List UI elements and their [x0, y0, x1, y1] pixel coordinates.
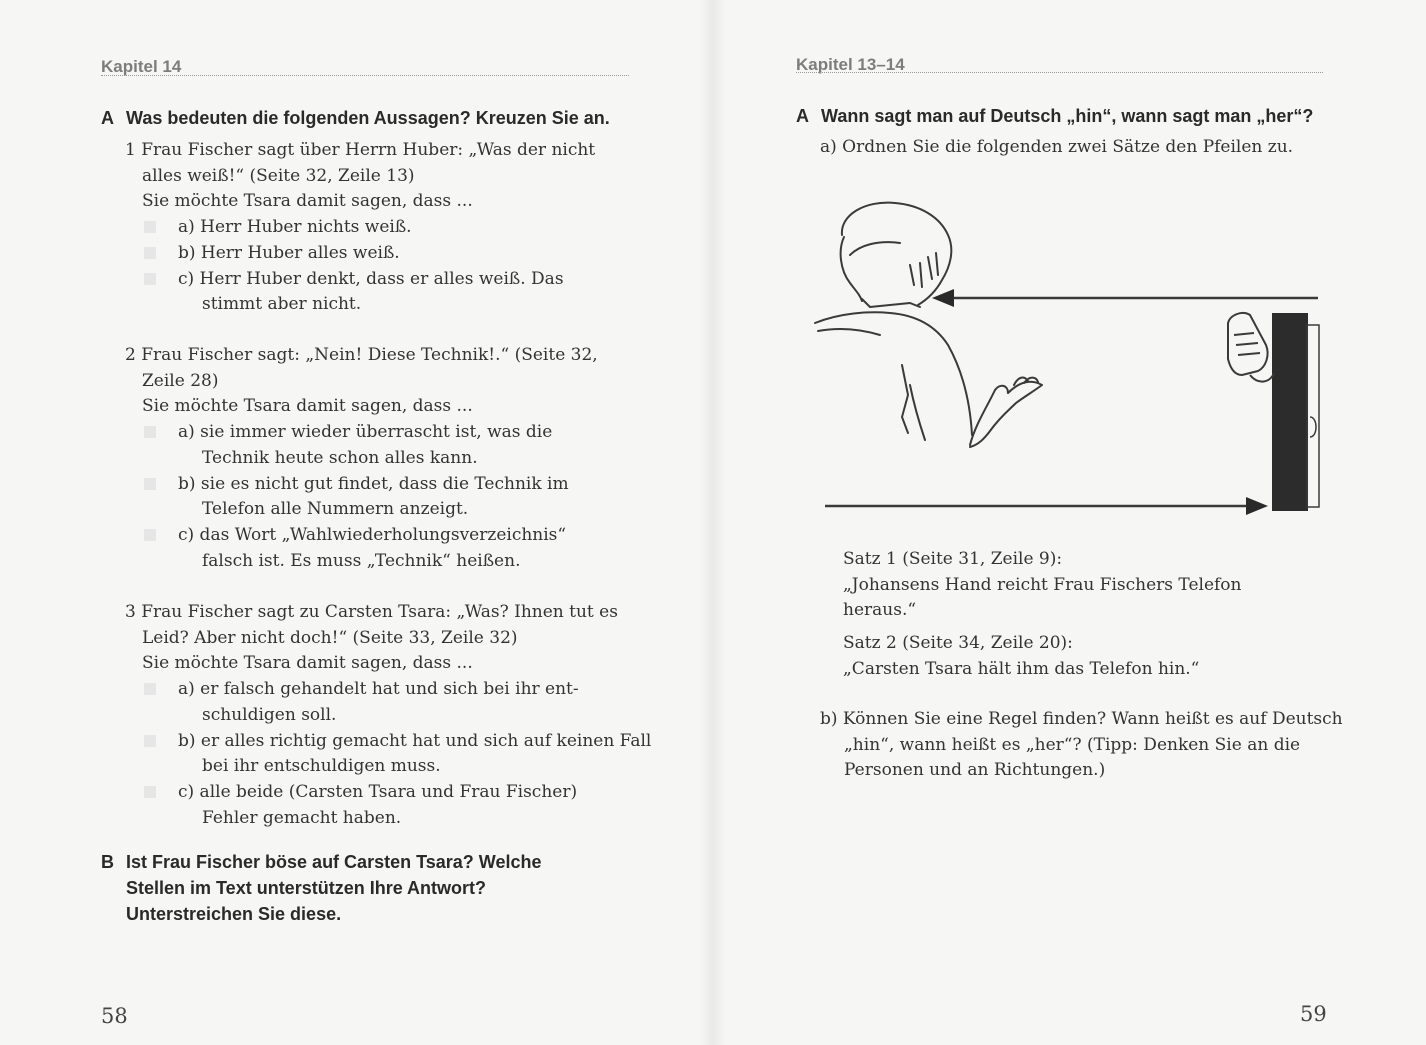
satz-1-quote: „Johansens Hand reicht Frau Fischers Telefon heraus.“	[843, 574, 1242, 621]
checkbox[interactable]	[144, 221, 156, 233]
question-prompt: Sie möchte Tsara damit sagen, dass ...	[142, 191, 473, 212]
part-b-instruction: b) Können Sie eine Regel finden? Wann heißt es auf Deutsch „hin“, wann heißt es „her“? (Tipp: Denken Sie an die Personen und an Richtungen.)	[820, 709, 1343, 781]
option-c[interactable]: c) alle beide (Carsten Tsara und Frau Fischer) Fehler gemacht haben.	[125, 780, 612, 831]
page-number-right: 59	[1300, 1002, 1327, 1026]
question-text: 1 Frau Fischer sagt über Herrn Huber: „Was der nicht alles weiß!“ (Seite 32, Zeile 13)	[125, 140, 596, 186]
man-hair	[850, 242, 938, 287]
satz-2-quote: „Carsten Tsara hält ihm das Telefon hin.“	[843, 658, 1200, 679]
task-letter: B	[101, 852, 114, 872]
checkbox[interactable]	[144, 529, 156, 541]
checkbox[interactable]	[144, 478, 156, 490]
checkbox[interactable]	[144, 426, 156, 438]
left-page-header: Kapitel 14	[101, 57, 182, 76]
left-task-a	[101, 105, 661, 131]
question-prompt: Sie möchte Tsara damit sagen, dass ...	[142, 653, 473, 674]
task-instruction: Ist Frau Fischer böse auf Carsten Tsara? Welche Stellen im Text unterstützen Ihre Antwort? Unterstreichen Sie diese.	[126, 852, 542, 924]
option-a[interactable]: a) Herr Huber nichts weiß.	[125, 215, 635, 241]
man-back	[818, 329, 880, 335]
task-letter: A	[796, 106, 809, 126]
man-head	[842, 203, 951, 305]
option-b[interactable]: b) er alles richtig gemacht hat und sich auf keinen Fall bei ihr entschuldigen muss.	[125, 729, 657, 780]
right-task-a	[796, 103, 1356, 129]
page-number-left: 58	[101, 1004, 128, 1028]
satz-2	[843, 631, 1313, 682]
question-1	[125, 138, 635, 318]
checkbox[interactable]	[144, 247, 156, 259]
left-header-rule	[101, 75, 629, 76]
illustration-man-handing-telephone	[810, 195, 1330, 525]
checkbox[interactable]	[144, 735, 156, 747]
option-b[interactable]: b) sie es nicht gut findet, dass die Technik im Telefon alle Nummern anzeigt.	[125, 472, 592, 523]
book-gutter	[700, 0, 726, 1045]
satz-1	[843, 547, 1313, 624]
left-task-b	[101, 849, 601, 927]
arrow-bottom-head	[1246, 497, 1268, 515]
hand-with-phone	[1228, 313, 1274, 382]
man-arm	[910, 345, 972, 440]
checkbox[interactable]	[144, 683, 156, 695]
man-hand	[970, 382, 1042, 447]
man-sleeve	[902, 365, 908, 433]
option-a[interactable]: a) er falsch gehandelt hat und sich bei ihr ent-schuldigen soll.	[125, 677, 602, 728]
door-edge	[1307, 325, 1319, 507]
door-handle	[1310, 417, 1316, 437]
option-c[interactable]: c) Herr Huber denkt, dass er alles weiß. Das stimmt aber nicht.	[125, 267, 582, 318]
task-letter: A	[101, 108, 114, 128]
satz-2-label: Satz 2 (Seite 34, Zeile 20):	[843, 633, 1073, 653]
option-a[interactable]: a) sie immer wieder überrascht ist, was die Technik heute schon alles kann.	[125, 420, 572, 471]
task-instruction: Was bedeuten die folgenden Aussagen? Kreuzen Sie an.	[126, 108, 610, 128]
satz-1-label: Satz 1 (Seite 31, Zeile 9):	[843, 549, 1063, 569]
question-prompt: Sie möchte Tsara damit sagen, dass ...	[142, 396, 473, 417]
question-text: 2 Frau Fischer sagt: „Nein! Diese Technik!.“ (Seite 32, Zeile 28)	[125, 345, 598, 391]
task-instruction: Wann sagt man auf Deutsch „hin“, wann sagt man „her“?	[821, 106, 1314, 126]
right-header-rule	[796, 72, 1323, 73]
part-a-instruction: a) Ordnen Sie die folgenden zwei Sätze den Pfeilen zu.	[820, 137, 1294, 157]
right-page-header: Kapitel 13–14	[796, 55, 905, 74]
option-c[interactable]: c) das Wort „Wahlwiederholungsverzeichnis“ falsch ist. Es muss „Technik“ heißen.	[125, 523, 597, 574]
question-text: 3 Frau Fischer sagt zu Carsten Tsara: „Was? Ihnen tut es Leid? Aber nicht doch!“ (Seite 33, Zeile 32)	[125, 602, 618, 648]
man-ear	[841, 237, 862, 301]
checkbox[interactable]	[144, 786, 156, 798]
door-frame	[1272, 313, 1308, 511]
option-b[interactable]: b) Herr Huber alles weiß.	[125, 241, 635, 267]
question-2	[125, 343, 635, 574]
checkbox[interactable]	[144, 273, 156, 285]
man-collar	[862, 299, 920, 307]
arrow-top-head	[932, 289, 954, 307]
question-3	[125, 600, 652, 831]
